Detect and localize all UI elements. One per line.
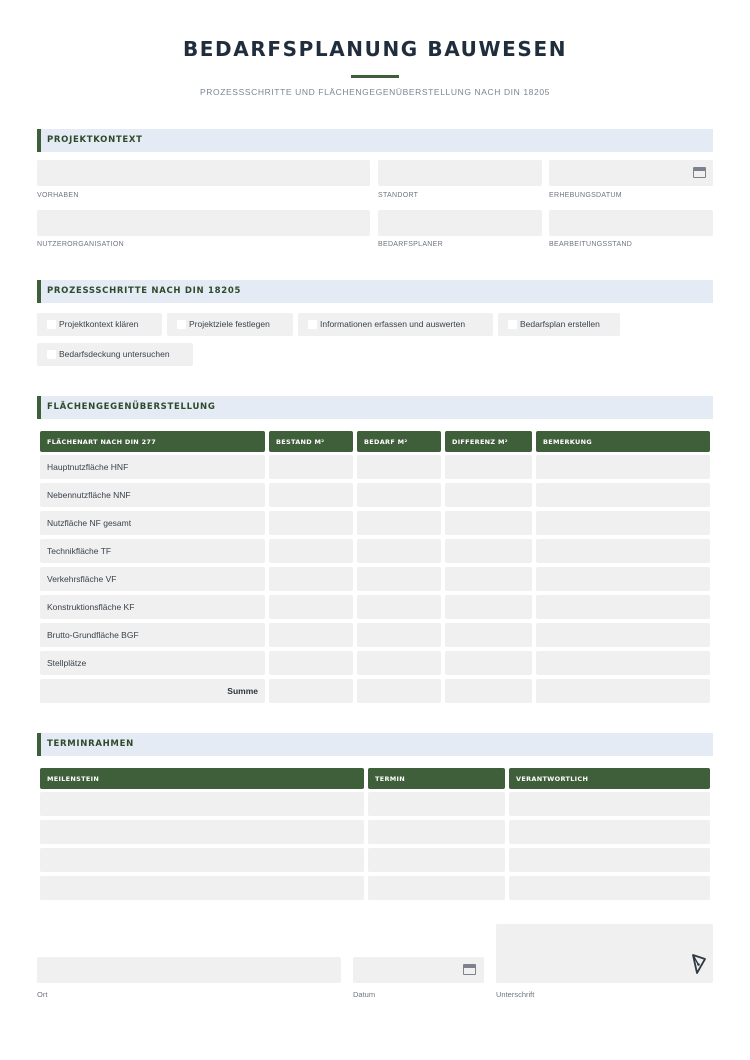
sum-row-label-cell <box>40 679 265 703</box>
standort-field[interactable] <box>378 160 542 186</box>
col-bemerkung-input-cell[interactable] <box>536 679 710 703</box>
col-bedarf-input-cell[interactable] <box>357 483 441 507</box>
calendar-icon[interactable] <box>463 964 476 975</box>
page-title: BEDARFSPLANUNG BAUWESEN <box>182 37 568 61</box>
col-bedarf-input-cell[interactable] <box>357 455 441 479</box>
step-bedarfsdeckung[interactable] <box>37 343 193 366</box>
col-differenz-input-cell[interactable] <box>445 623 532 647</box>
column-header-label: MEILENSTEIN <box>47 775 100 783</box>
col-bestand-input-cell[interactable] <box>269 651 353 675</box>
area-type-label: Hauptnutzfläche HNF <box>47 462 129 472</box>
section-projektkontext <box>37 129 713 152</box>
col-bedarf-input-cell[interactable] <box>357 567 441 591</box>
step-label: Projektkontext klären <box>59 319 139 329</box>
datum-field[interactable] <box>353 957 484 983</box>
col-bemerkung-input-cell[interactable] <box>536 651 710 675</box>
col-termin-input-cell[interactable] <box>368 848 505 872</box>
col-differenz-input-cell[interactable] <box>445 567 532 591</box>
row-label-cell <box>40 455 265 479</box>
column-header-label: VERANTWORTLICH <box>516 775 589 783</box>
step-projektkontext[interactable] <box>37 313 162 336</box>
column-header-label: DIFFERENZ M² <box>452 438 508 446</box>
step-bedarfsplan[interactable] <box>498 313 620 336</box>
step-projektziele[interactable] <box>167 313 293 336</box>
bearbeitungsstand-label: BEARBEITUNGSSTAND <box>549 241 633 248</box>
checkbox[interactable] <box>177 320 186 329</box>
table-header-col-meilenstein <box>40 768 364 789</box>
row-label-cell <box>40 567 265 591</box>
row-label-cell <box>40 595 265 619</box>
col-bestand-input-cell[interactable] <box>269 455 353 479</box>
row-label-cell <box>40 651 265 675</box>
col-bedarf-input-cell[interactable] <box>357 595 441 619</box>
col-bemerkung-input-cell[interactable] <box>536 455 710 479</box>
erhebungsdatum-field[interactable] <box>549 160 713 186</box>
col-verantwortlich-input-cell[interactable] <box>509 792 710 816</box>
step-label: Projektziele festlegen <box>189 319 270 329</box>
bedarfsplaner-field[interactable] <box>378 210 542 236</box>
col-bemerkung-input-cell[interactable] <box>536 595 710 619</box>
vorhaben-field[interactable] <box>37 160 370 186</box>
col-differenz-input-cell[interactable] <box>445 455 532 479</box>
col-bemerkung-input-cell[interactable] <box>536 567 710 591</box>
checkbox[interactable] <box>47 350 56 359</box>
col-differenz-input-cell[interactable] <box>445 595 532 619</box>
col-bestand-input-cell[interactable] <box>269 539 353 563</box>
col-verantwortlich-input-cell[interactable] <box>509 820 710 844</box>
column-header-label: BEDARF M² <box>364 438 408 446</box>
column-header-label: FLÄCHENART NACH DIN 277 <box>47 438 157 446</box>
col-differenz-input-cell[interactable] <box>445 651 532 675</box>
col-bemerkung-input-cell[interactable] <box>536 623 710 647</box>
area-type-label: Verkehrsfläche VF <box>47 574 117 584</box>
col-termin-input-cell[interactable] <box>368 820 505 844</box>
table-header-col-bemerkung <box>536 431 710 452</box>
section-heading: FLÄCHENGEGENÜBERSTELLUNG <box>47 402 216 412</box>
area-type-label: Technikfläche TF <box>47 546 112 556</box>
column-header-label: BEMERKUNG <box>543 438 592 446</box>
col-bemerkung-input-cell[interactable] <box>536 511 710 535</box>
col-bestand-input-cell[interactable] <box>269 483 353 507</box>
pen-nib-icon <box>691 953 707 975</box>
col-meilenstein-input-cell[interactable] <box>40 820 364 844</box>
unterschrift-label: Unterschrift <box>496 990 535 999</box>
col-differenz-input-cell[interactable] <box>445 539 532 563</box>
col-bestand-input-cell[interactable] <box>269 679 353 703</box>
column-header-label: TERMIN <box>375 775 406 783</box>
section-flaechen <box>37 396 713 419</box>
row-label-cell <box>40 539 265 563</box>
col-bemerkung-input-cell[interactable] <box>536 539 710 563</box>
bedarfsplaner-label: BEDARFSPLANER <box>378 241 443 248</box>
col-bedarf-input-cell[interactable] <box>357 511 441 535</box>
col-verantwortlich-input-cell[interactable] <box>509 876 710 900</box>
area-type-label: Konstruktionsfläche KF <box>47 602 135 612</box>
step-label: Informationen erfassen und auswerten <box>320 319 466 329</box>
checkbox[interactable] <box>308 320 317 329</box>
ort-label: Ort <box>37 990 48 999</box>
section-heading: PROJEKTKONTEXT <box>47 135 143 145</box>
step-label: Bedarfsplan erstellen <box>520 319 600 329</box>
row-label-cell <box>40 483 265 507</box>
standort-label: STANDORT <box>378 192 419 199</box>
row-label-cell <box>40 511 265 535</box>
table-header-col-bestand <box>269 431 353 452</box>
section-terminrahmen <box>37 733 713 756</box>
unterschrift-field[interactable] <box>496 924 713 983</box>
col-bestand-input-cell[interactable] <box>269 623 353 647</box>
col-bedarf-input-cell[interactable] <box>357 623 441 647</box>
step-informationen[interactable] <box>298 313 493 336</box>
checkbox[interactable] <box>508 320 517 329</box>
table-header-col-bedarf <box>357 431 441 452</box>
col-bestand-input-cell[interactable] <box>269 511 353 535</box>
table-header-col-differenz <box>445 431 532 452</box>
bearbeitungsstand-field[interactable] <box>549 210 713 236</box>
col-differenz-input-cell[interactable] <box>445 679 532 703</box>
checkbox[interactable] <box>47 320 56 329</box>
col-meilenstein-input-cell[interactable] <box>40 876 364 900</box>
nutzerorganisation-label: NUTZERORGANISATION <box>37 241 124 248</box>
col-termin-input-cell[interactable] <box>368 876 505 900</box>
step-label: Bedarfsdeckung untersuchen <box>59 349 170 359</box>
col-differenz-input-cell[interactable] <box>445 483 532 507</box>
area-type-label: Stellplätze <box>47 658 87 668</box>
col-bedarf-input-cell[interactable] <box>357 651 441 675</box>
col-verantwortlich-input-cell[interactable] <box>509 848 710 872</box>
col-bedarf-input-cell[interactable] <box>357 679 441 703</box>
col-bestand-input-cell[interactable] <box>269 567 353 591</box>
erhebungsdatum-label: ERHEBUNGSDATUM <box>549 192 622 199</box>
section-heading: PROZESSSCHRITTE NACH DIN 18205 <box>47 286 242 296</box>
sum-label: Summe <box>227 686 258 696</box>
table-header-col-verantwortlich <box>509 768 710 789</box>
vorhaben-label: VORHABEN <box>37 192 79 199</box>
title-divider <box>351 75 399 78</box>
section-heading: TERMINRAHMEN <box>47 739 134 749</box>
col-differenz-input-cell[interactable] <box>445 511 532 535</box>
area-type-label: Nutzfläche NF gesamt <box>47 518 132 528</box>
col-meilenstein-input-cell[interactable] <box>40 848 364 872</box>
row-label-cell <box>40 623 265 647</box>
nutzerorganisation-field[interactable] <box>37 210 370 236</box>
table-header-col-termin <box>368 768 505 789</box>
col-meilenstein-input-cell[interactable] <box>40 792 364 816</box>
column-header-label: BESTAND M² <box>276 438 325 446</box>
section-prozessschritte <box>37 280 713 303</box>
ort-field[interactable] <box>37 957 341 983</box>
col-bemerkung-input-cell[interactable] <box>536 483 710 507</box>
calendar-icon[interactable] <box>693 167 706 178</box>
table-header-col-flaechenart <box>40 431 265 452</box>
col-bedarf-input-cell[interactable] <box>357 539 441 563</box>
area-type-label: Brutto-Grundfläche BGF <box>47 630 139 640</box>
page-subtitle: PROZESSSCHRITTE UND FLÄCHENGEGENÜBERSTELLUNG NACH DIN 18205 <box>200 87 550 97</box>
datum-label: Datum <box>353 990 376 999</box>
area-type-label: Nebennutzfläche NNF <box>47 490 131 500</box>
col-bestand-input-cell[interactable] <box>269 595 353 619</box>
col-termin-input-cell[interactable] <box>368 792 505 816</box>
